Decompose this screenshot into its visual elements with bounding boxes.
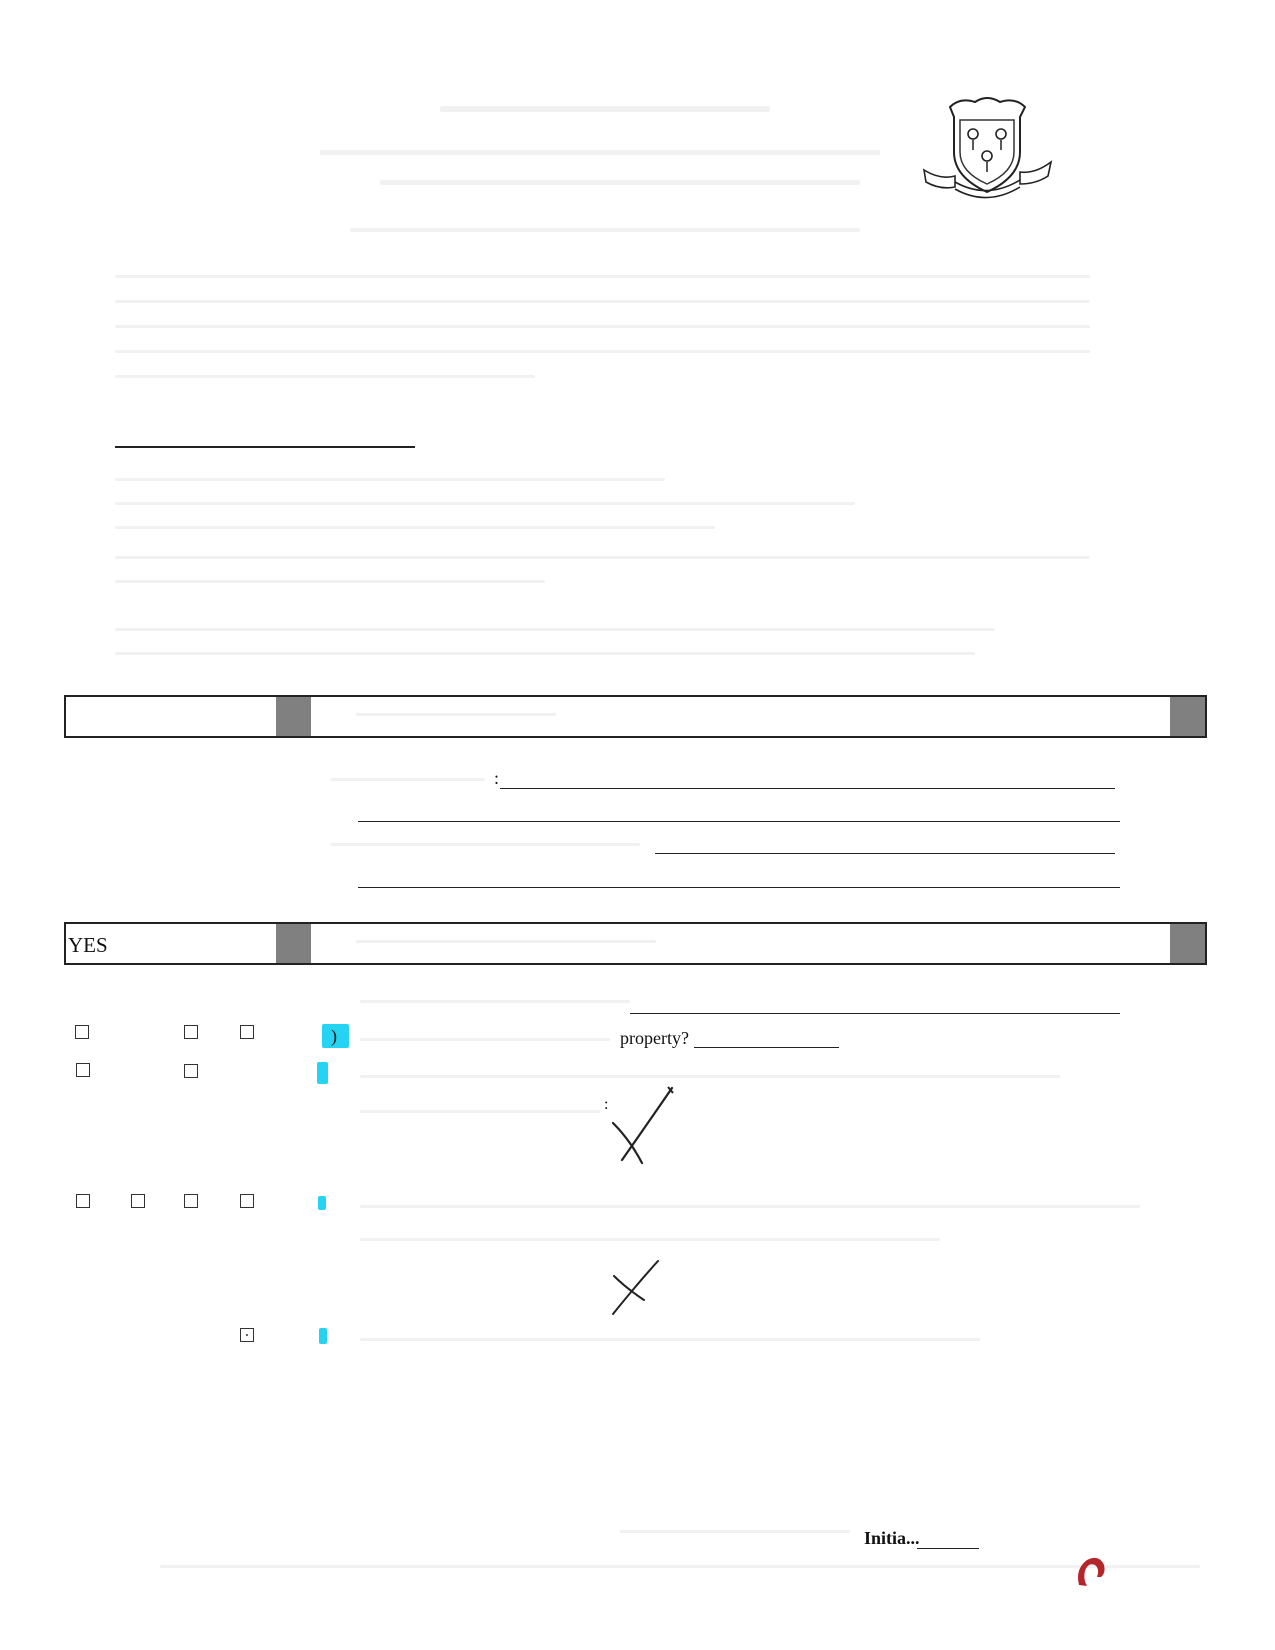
red-stamp-mark bbox=[1073, 1555, 1107, 1589]
faded-section-title bbox=[356, 940, 656, 943]
faded-question-text bbox=[360, 1338, 980, 1341]
initials-fill-line[interactable] bbox=[917, 1548, 979, 1549]
checkbox-q2-c[interactable] bbox=[184, 1064, 198, 1078]
faded-question-text bbox=[360, 1238, 940, 1241]
cyan-scan-mark bbox=[317, 1062, 328, 1084]
checkbox-q3-b[interactable] bbox=[131, 1194, 145, 1208]
state-seal-icon bbox=[920, 92, 1055, 207]
fill-line-q0[interactable] bbox=[630, 1013, 1120, 1014]
faded-question-text bbox=[360, 1110, 600, 1113]
faded-field-label bbox=[330, 778, 485, 781]
faded-field-label bbox=[330, 843, 640, 846]
fill-line-3[interactable] bbox=[655, 853, 1115, 854]
faded-text-line bbox=[115, 652, 975, 655]
faded-question-text bbox=[360, 1205, 1140, 1208]
faded-question-text bbox=[360, 1075, 1060, 1078]
checkbox-q1-a[interactable] bbox=[75, 1025, 89, 1039]
section-header-1-tab-left bbox=[276, 697, 311, 736]
property-label: property? bbox=[620, 1028, 689, 1048]
cyan-scan-mark bbox=[319, 1328, 327, 1344]
checkbox-q3-a[interactable] bbox=[76, 1194, 90, 1208]
signature-line[interactable] bbox=[115, 446, 415, 448]
section-header-2-tab-left bbox=[276, 924, 311, 963]
faded-text-line bbox=[115, 325, 1090, 328]
initials-label: Initia... bbox=[864, 1528, 920, 1548]
handwritten-x-mark bbox=[608, 1258, 663, 1318]
checkbox-q4-d[interactable] bbox=[240, 1328, 254, 1342]
checkbox-q3-c[interactable] bbox=[184, 1194, 198, 1208]
faded-question-text bbox=[360, 1000, 630, 1003]
faded-title-line bbox=[440, 106, 770, 112]
faded-text-line bbox=[115, 375, 535, 378]
faded-title-line bbox=[380, 180, 860, 185]
faded-text-line bbox=[115, 580, 545, 583]
faded-footer-text bbox=[160, 1565, 1200, 1568]
section-header-2 bbox=[64, 922, 1207, 965]
fill-line-2[interactable] bbox=[358, 821, 1120, 822]
cyan-scan-mark bbox=[318, 1196, 326, 1210]
checkbox-q1-d[interactable] bbox=[240, 1025, 254, 1039]
faded-text-line bbox=[115, 478, 665, 481]
faded-text-line bbox=[115, 502, 855, 505]
fill-line-1[interactable] bbox=[500, 788, 1115, 789]
section-header-1 bbox=[64, 695, 1207, 738]
section-header-1-tab-right bbox=[1170, 697, 1205, 736]
faded-title-line bbox=[320, 150, 880, 155]
faded-text-line bbox=[115, 556, 1090, 559]
fill-line-4[interactable] bbox=[358, 887, 1120, 888]
faded-text-line bbox=[115, 526, 715, 529]
faded-question-text bbox=[360, 1038, 610, 1041]
faded-section-title bbox=[356, 713, 556, 716]
field-colon: : bbox=[494, 768, 500, 788]
faded-text-line bbox=[115, 300, 1090, 303]
property-fill-line[interactable] bbox=[694, 1047, 839, 1048]
faded-text-line bbox=[115, 350, 1090, 353]
section-header-2-label: YES bbox=[68, 933, 108, 957]
checkbox-q3-d[interactable] bbox=[240, 1194, 254, 1208]
section-header-2-tab-right bbox=[1170, 924, 1205, 963]
checkbox-q1-c[interactable] bbox=[184, 1025, 198, 1039]
faded-text-line bbox=[115, 628, 995, 631]
faded-text-line bbox=[115, 275, 1090, 278]
question-paren: ) bbox=[331, 1026, 337, 1046]
handwritten-x-mark bbox=[610, 1085, 675, 1165]
checkbox-q2-a[interactable] bbox=[76, 1063, 90, 1077]
question-colon: : bbox=[604, 1096, 609, 1113]
faded-footer-text bbox=[620, 1530, 850, 1533]
faded-subtitle-line bbox=[350, 228, 860, 232]
